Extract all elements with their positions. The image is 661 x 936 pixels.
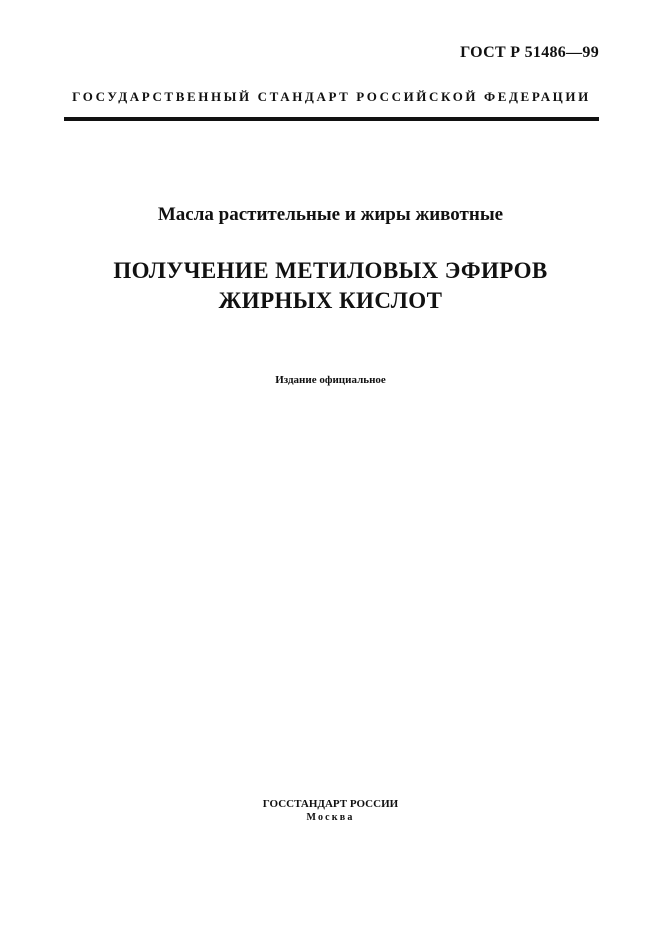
publisher-city: Москва	[306, 812, 355, 823]
document-title-line-1: ПОЛУЧЕНИЕ МЕТИЛОВЫХ ЭФИРОВ	[113, 258, 548, 283]
document-code: ГОСТ Р 51486—99	[460, 44, 599, 61]
document-title-line-2: ЖИРНЫХ КИСЛОТ	[218, 288, 443, 313]
edition-label: Издание официальное	[275, 374, 386, 386]
publisher-name: ГОССТАНДАРТ РОССИИ	[262, 798, 399, 810]
header-divider	[64, 117, 599, 121]
standard-header: ГОСУДАРСТВЕННЫЙ СТАНДАРТ РОССИЙСКОЙ ФЕДЕРАЦИИ	[72, 89, 591, 104]
document-title	[0, 256, 661, 316]
document-subject: Масла растительные и жиры животные	[157, 204, 504, 225]
